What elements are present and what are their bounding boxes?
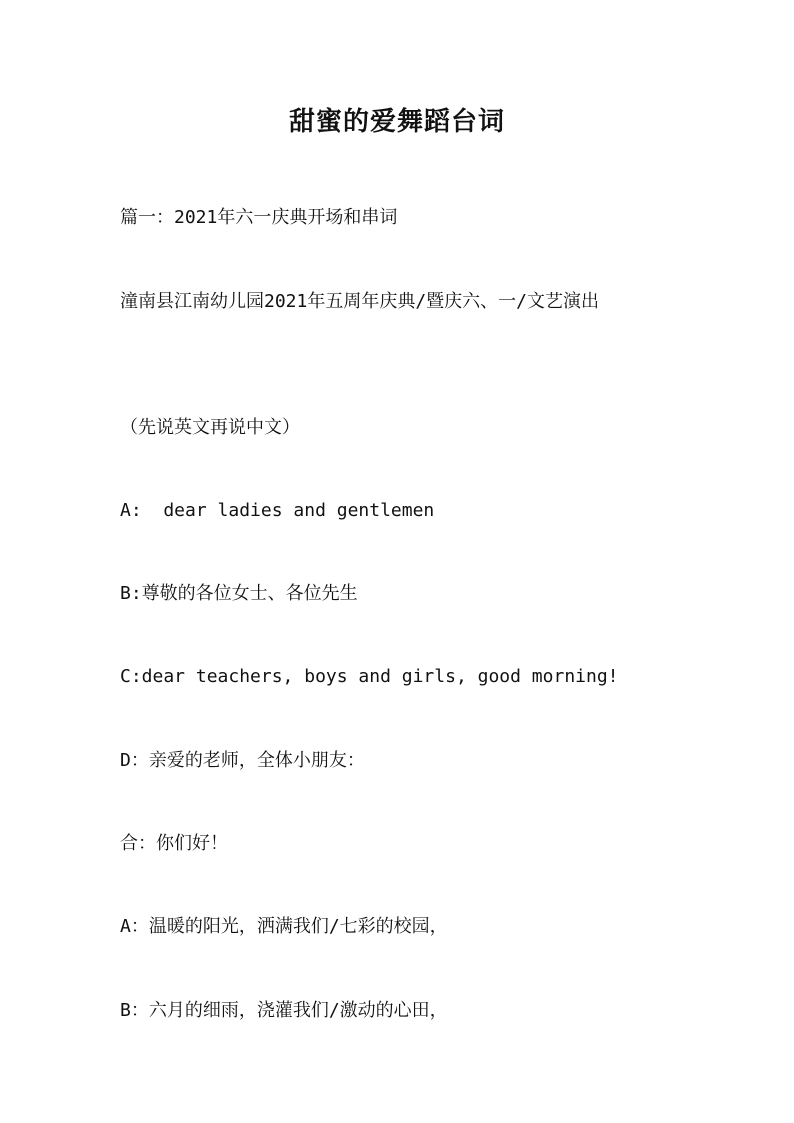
paragraph-line-together: 合：你们好！ — [120, 833, 228, 854]
paragraph-line-b-rain: B：六月的细雨，浇灌我们/激动的心田， — [120, 1000, 448, 1021]
paragraph-line-b-chinese: B:尊敬的各位女士、各位先生 — [120, 583, 358, 604]
paragraph-section-heading: 篇一：2021年六一庆典开场和串词 — [120, 207, 398, 228]
document-title: 甜蜜的爱舞蹈台词 — [288, 107, 505, 137]
paragraph-line-d-chinese: D：亲爱的老师，全体小朋友： — [120, 750, 365, 771]
paragraph-line-a-sunshine: A：温暖的阳光，洒满我们/七彩的校园， — [120, 916, 448, 937]
paragraph-language-note: （先说英文再说中文） — [120, 417, 300, 438]
paragraph-line-c-english: C:dear teachers, boys and girls, good morning! — [120, 666, 619, 687]
paragraph-event-title: 潼南县江南幼儿园2021年五周年庆典/暨庆六、一/文艺演出 — [120, 291, 600, 312]
paragraph-line-a-english: A: dear ladies and gentlemen — [120, 500, 435, 521]
